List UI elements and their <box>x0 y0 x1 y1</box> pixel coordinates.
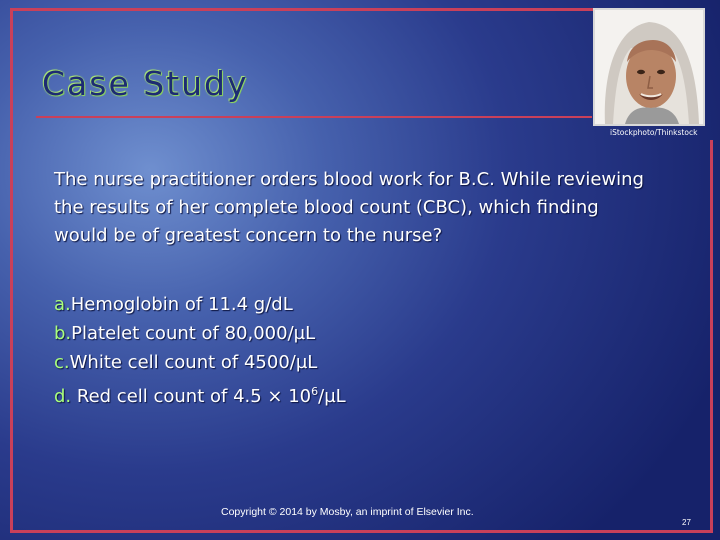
option-d-letter: d. <box>54 386 72 407</box>
option-a <box>54 290 346 319</box>
option-c-text: White cell count of 4500/µL <box>69 352 318 373</box>
option-a-text: Hemoglobin of 11.4 g/dL <box>70 294 293 315</box>
option-c-letter: c. <box>54 352 70 373</box>
option-b <box>54 319 346 348</box>
frame-bottom-line <box>10 530 713 533</box>
option-d-unit: /µL <box>318 386 346 407</box>
page-number: 27 <box>682 518 691 527</box>
option-c <box>54 348 346 377</box>
option-a-letter: a. <box>54 294 71 315</box>
option-d-exponent: 6 <box>311 385 319 398</box>
slide-title: Case Study <box>42 64 249 103</box>
frame-left-line <box>10 8 13 532</box>
photo-credit: iStockphoto/Thinkstock <box>610 128 698 137</box>
option-b-letter: b. <box>54 323 72 344</box>
frame-top-line <box>10 8 594 11</box>
frame-right-line <box>710 140 713 532</box>
answer-options <box>54 290 346 411</box>
title-underline <box>36 116 592 118</box>
option-b-text: Platelet count of 80,000/µL <box>71 323 316 344</box>
question-text: The nurse practitioner orders blood work for B.C. While reviewing the results of her complete blood count (CBC), which finding would be of greatest concern to the nurse? <box>54 169 644 246</box>
option-d <box>54 377 346 411</box>
copyright-footer: Copyright © 2014 by Mosby, an imprint of Elsevier Inc. <box>221 506 474 518</box>
elderly-woman-portrait <box>595 10 703 124</box>
patient-photo <box>593 8 705 126</box>
option-d-text: Red cell count of 4.5 × 10 <box>71 386 312 407</box>
